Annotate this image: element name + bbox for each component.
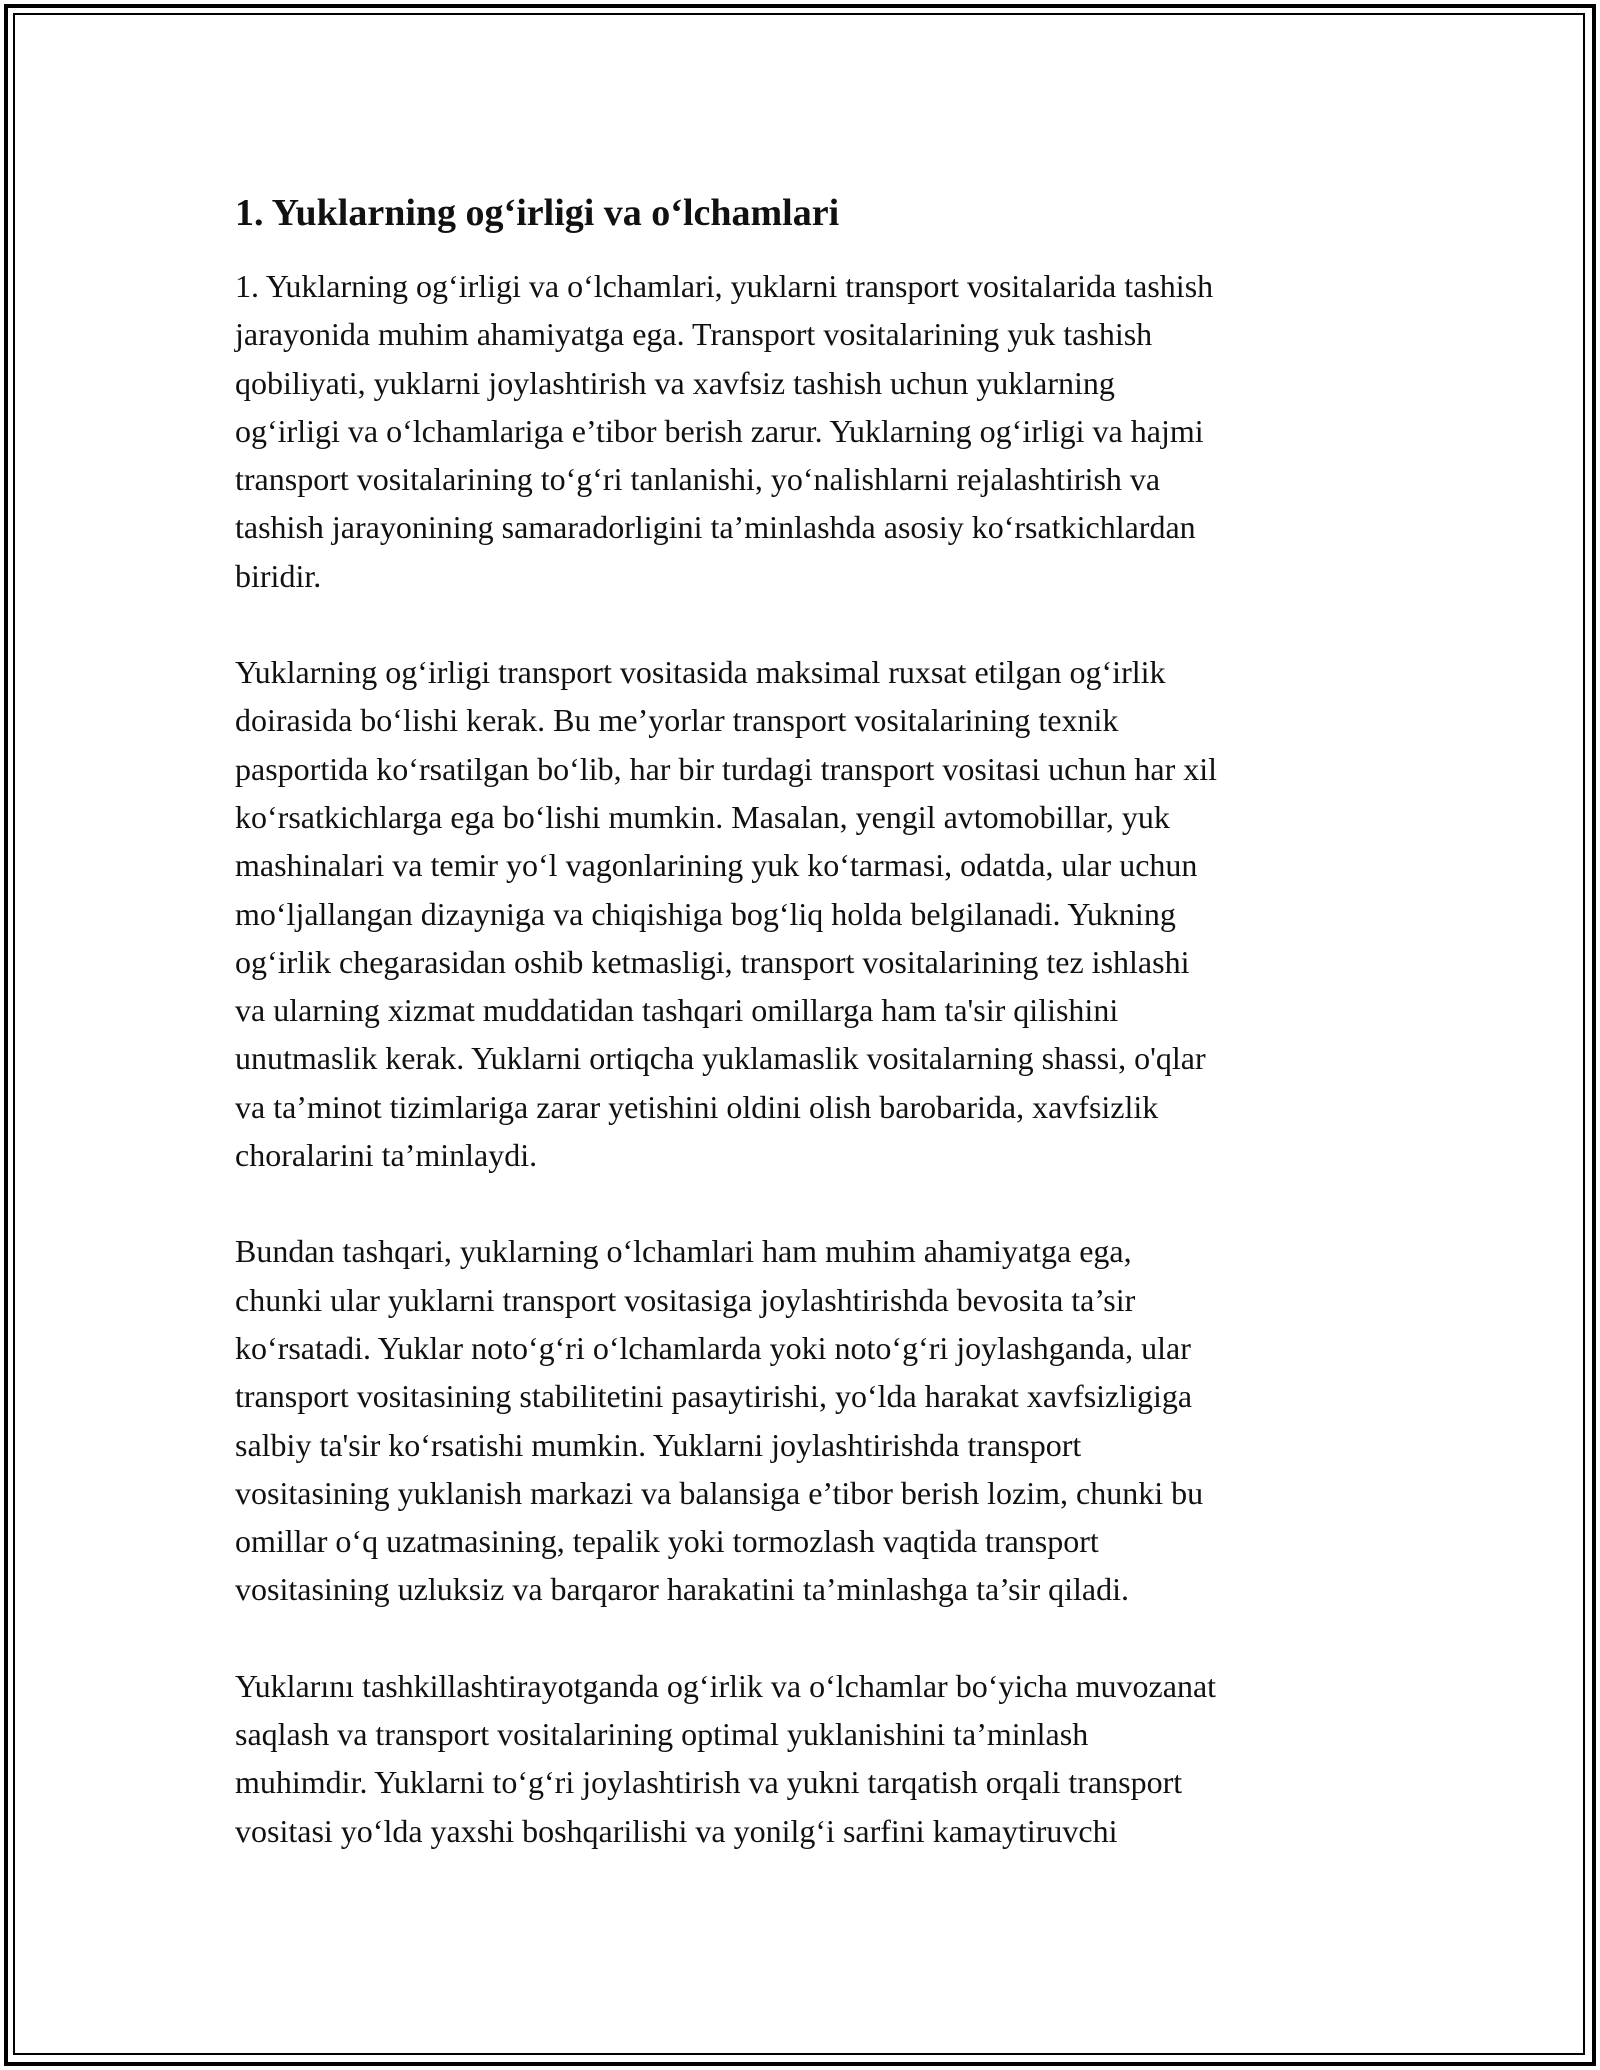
text-line: chunki ular yuklarni transport vositasiga joylashtirishda bevosita ta’sir xyxy=(235,1281,1136,1318)
text-line: Bundan tashqari, yuklarning o‘lchamlari ham muhim ahamiyatga ega, xyxy=(235,1233,1132,1270)
text-line: va ta’minot tizimlariga zarar yetishini oldini olish barobarida, xavfsizlik xyxy=(235,1088,1159,1125)
text-line: salbiy ta'sir ko‘rsatishi mumkin. Yuklarni joylashtirishda transport xyxy=(235,1426,1082,1463)
text-line: biridir. xyxy=(235,557,322,594)
text-line: muhimdir. Yuklarni to‘g‘ri joylashtirish va yukni tarqatish orqali transport xyxy=(235,1764,1183,1801)
document-body xyxy=(235,180,1375,1903)
text-line: 1. Yuklarning og‘irligi va o‘lchamlari, yuklarni transport vositalarida tashish xyxy=(235,268,1214,304)
text-line: saqlash va transport vositalarining optimal yuklanishini ta’minlash xyxy=(235,1716,1089,1753)
text-line: doirasida bo‘lishi kerak. Bu me’yorlar transport vositalarining texnik xyxy=(235,702,1119,739)
text-line: jarayonida muhim ahamiyatga ega. Transport vositalarining yuk tashish xyxy=(235,316,1153,353)
text-line: vositasi yo‘lda yaxshi boshqarilishi va yonilg‘i sarfini kamaytiruvchi xyxy=(235,1812,1118,1849)
text-line: ko‘rsatkichlarga ega bo‘lishi mumkin. Masalan, yengil avtomobillar, yuk xyxy=(235,798,1170,835)
text-line: ko‘rsatadi. Yuklar noto‘g‘ri o‘lchamlarda yoki noto‘g‘ri joylashganda, ular xyxy=(235,1329,1191,1366)
text-line: mo‘ljallangan dizayniga va chiqishiga bog‘liq holda belgilanadi. Yukning xyxy=(235,895,1176,932)
text-line: Yuklarning og‘irligi transport vositasida maksimal ruxsat etilgan og‘irlik xyxy=(235,654,1166,691)
paragraph-4 xyxy=(235,1662,1375,1855)
text-line: qobiliyati, yuklarni joylashtirish va xavfsiz tashish uchun yuklarning xyxy=(235,364,1115,401)
text-line: unutmaslik kerak. Yuklarni ortiqcha yuklamaslik vositalarning shassi, o'qlar xyxy=(235,1040,1206,1077)
paragraph-1 xyxy=(235,262,1375,600)
text-line: vositasining uzluksiz va barqaror harakatini ta’minlashga ta’sir qiladi. xyxy=(235,1571,1129,1608)
text-line: omillar o‘q uzatmasining, tepalik yoki tormozlash vaqtida transport xyxy=(235,1523,1099,1560)
text-line: og‘irligi va o‘lchamlariga e’tibor berish zarur. Yuklarning og‘irligi va hajmi xyxy=(235,412,1204,449)
text-line: mashinalari va temir yo‘l vagonlarining yuk ko‘tarmasi, odatda, ular uchun xyxy=(235,847,1198,884)
text-line: va ularning xizmat muddatidan tashqari omillarga ham ta'sir qilishini xyxy=(235,992,1119,1029)
section-heading: 1. Yuklarning og‘irligi va o‘lchamlari xyxy=(235,192,840,234)
text-line: transport vositasining stabilitetini pasaytirishi, yo‘lda harakat xavfsizligiga xyxy=(235,1378,1193,1415)
text-line: og‘irlik chegarasidan oshib ketmasligi, transport vositalarining tez ishlashi xyxy=(235,943,1190,980)
text-line: transport vositalarining to‘g‘ri tanlanishi, yo‘nalishlarni rejalashtirish va xyxy=(235,461,1161,498)
paragraph-3 xyxy=(235,1227,1375,1613)
text-line: vositasining yuklanish markazi va balansiga e’tibor berish lozim, chunki bu xyxy=(235,1474,1204,1511)
text-line: pasportida ko‘rsatilgan bo‘lib, har bir turdagi transport vositasi uchun har xil xyxy=(235,750,1217,787)
text-line: Yuklarını tashkillashtirayotganda og‘irlik va o‘lchamlar bo‘yicha muvozanat xyxy=(235,1667,1217,1704)
paragraph-2 xyxy=(235,648,1375,1179)
text-line: tashish jarayonining samaradorligini ta’minlashda asosiy ko‘rsatkichlardan xyxy=(235,509,1196,546)
text-line: choralarini ta’minlaydi. xyxy=(235,1137,538,1174)
